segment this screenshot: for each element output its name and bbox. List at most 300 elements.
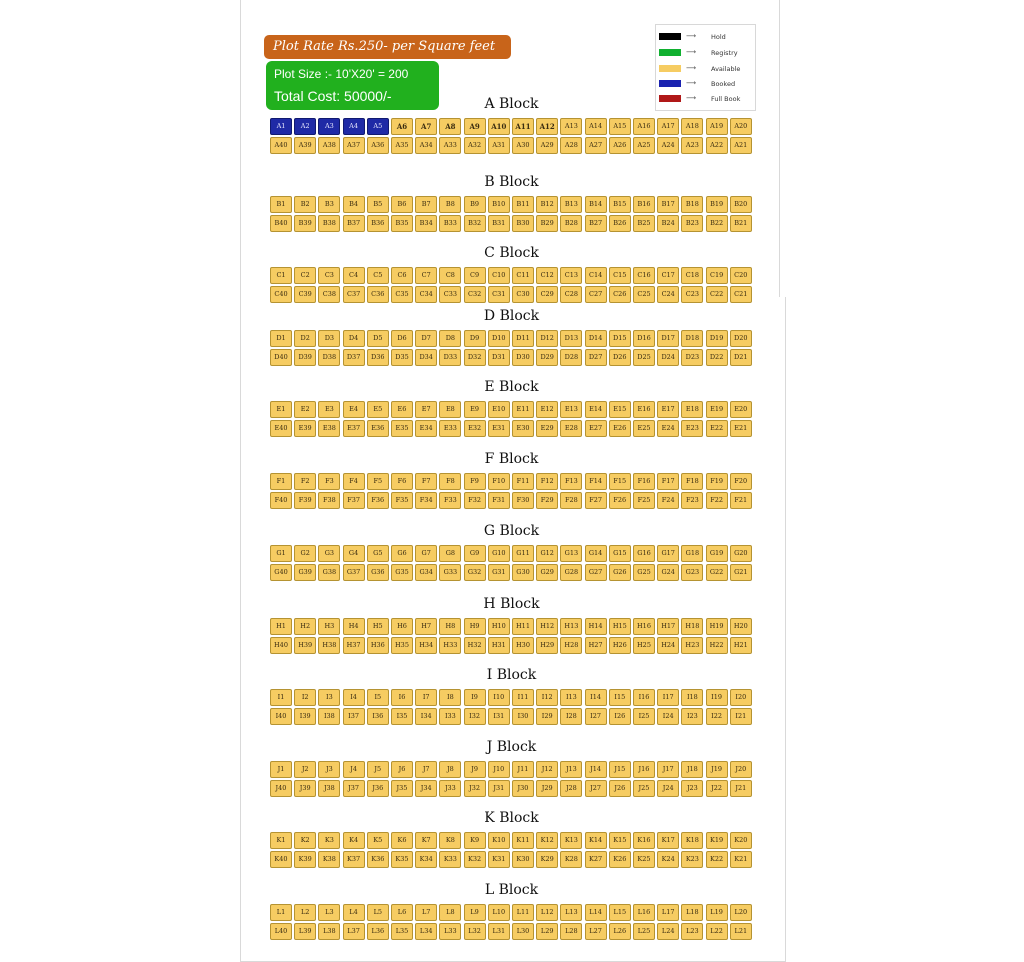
plot-cell-a26[interactable]: A26 (609, 137, 631, 154)
plot-cell-b14[interactable]: B14 (585, 196, 607, 213)
plot-cell-f34[interactable]: F34 (415, 492, 437, 509)
plot-cell-d22[interactable]: D22 (706, 349, 728, 366)
plot-cell-f39[interactable]: F39 (294, 492, 316, 509)
plot-cell-a4[interactable]: A4 (343, 118, 365, 135)
plot-cell-d7[interactable]: D7 (415, 330, 437, 347)
plot-cell-j29[interactable]: J29 (536, 780, 558, 797)
plot-cell-e5[interactable]: E5 (367, 401, 389, 418)
plot-cell-j3[interactable]: J3 (318, 761, 340, 778)
plot-cell-b39[interactable]: B39 (294, 215, 316, 232)
plot-cell-i29[interactable]: I29 (536, 708, 558, 725)
plot-cell-h35[interactable]: H35 (391, 637, 413, 654)
plot-cell-a21[interactable]: A21 (730, 137, 752, 154)
plot-cell-k39[interactable]: K39 (294, 851, 316, 868)
plot-cell-e6[interactable]: E6 (391, 401, 413, 418)
plot-cell-a14[interactable]: A14 (585, 118, 607, 135)
plot-cell-c36[interactable]: C36 (367, 286, 389, 303)
plot-cell-h4[interactable]: H4 (343, 618, 365, 635)
plot-cell-b1[interactable]: B1 (270, 196, 292, 213)
plot-cell-l24[interactable]: L24 (657, 923, 679, 940)
plot-cell-f17[interactable]: F17 (657, 473, 679, 490)
plot-cell-g27[interactable]: G27 (585, 564, 607, 581)
plot-cell-g1[interactable]: G1 (270, 545, 292, 562)
plot-cell-f36[interactable]: F36 (367, 492, 389, 509)
plot-cell-f12[interactable]: F12 (536, 473, 558, 490)
plot-cell-d6[interactable]: D6 (391, 330, 413, 347)
plot-cell-c40[interactable]: C40 (270, 286, 292, 303)
plot-cell-d12[interactable]: D12 (536, 330, 558, 347)
plot-cell-c4[interactable]: C4 (343, 267, 365, 284)
plot-cell-c33[interactable]: C33 (439, 286, 461, 303)
plot-cell-c30[interactable]: C30 (512, 286, 534, 303)
plot-cell-a2[interactable]: A2 (294, 118, 316, 135)
plot-cell-l14[interactable]: L14 (585, 904, 607, 921)
plot-cell-d17[interactable]: D17 (657, 330, 679, 347)
plot-cell-l1[interactable]: L1 (270, 904, 292, 921)
plot-cell-i39[interactable]: I39 (294, 708, 316, 725)
plot-cell-b31[interactable]: B31 (488, 215, 510, 232)
plot-cell-b15[interactable]: B15 (609, 196, 631, 213)
plot-cell-d3[interactable]: D3 (318, 330, 340, 347)
plot-cell-b17[interactable]: B17 (657, 196, 679, 213)
plot-cell-f8[interactable]: F8 (439, 473, 461, 490)
plot-cell-g13[interactable]: G13 (560, 545, 582, 562)
plot-cell-l31[interactable]: L31 (488, 923, 510, 940)
plot-cell-i22[interactable]: I22 (706, 708, 728, 725)
plot-cell-l22[interactable]: L22 (706, 923, 728, 940)
plot-cell-a1[interactable]: A1 (270, 118, 292, 135)
plot-cell-j10[interactable]: J10 (488, 761, 510, 778)
plot-cell-a29[interactable]: A29 (536, 137, 558, 154)
plot-cell-l16[interactable]: L16 (633, 904, 655, 921)
plot-cell-g23[interactable]: G23 (681, 564, 703, 581)
plot-cell-b26[interactable]: B26 (609, 215, 631, 232)
plot-cell-f26[interactable]: F26 (609, 492, 631, 509)
plot-cell-e22[interactable]: E22 (706, 420, 728, 437)
plot-cell-j15[interactable]: J15 (609, 761, 631, 778)
plot-cell-a16[interactable]: A16 (633, 118, 655, 135)
plot-cell-k18[interactable]: K18 (681, 832, 703, 849)
plot-cell-k30[interactable]: K30 (512, 851, 534, 868)
plot-cell-g16[interactable]: G16 (633, 545, 655, 562)
plot-cell-i31[interactable]: I31 (488, 708, 510, 725)
plot-cell-f2[interactable]: F2 (294, 473, 316, 490)
plot-cell-f19[interactable]: F19 (706, 473, 728, 490)
plot-cell-j32[interactable]: J32 (464, 780, 486, 797)
plot-cell-i8[interactable]: I8 (439, 689, 461, 706)
plot-cell-b5[interactable]: B5 (367, 196, 389, 213)
plot-cell-h20[interactable]: H20 (730, 618, 752, 635)
plot-cell-f16[interactable]: F16 (633, 473, 655, 490)
plot-cell-i23[interactable]: I23 (681, 708, 703, 725)
plot-cell-i12[interactable]: I12 (536, 689, 558, 706)
plot-cell-a13[interactable]: A13 (560, 118, 582, 135)
plot-cell-b33[interactable]: B33 (439, 215, 461, 232)
plot-cell-l21[interactable]: L21 (730, 923, 752, 940)
plot-cell-a30[interactable]: A30 (512, 137, 534, 154)
plot-cell-j2[interactable]: J2 (294, 761, 316, 778)
plot-cell-c24[interactable]: C24 (657, 286, 679, 303)
plot-cell-h19[interactable]: H19 (706, 618, 728, 635)
plot-cell-f40[interactable]: F40 (270, 492, 292, 509)
plot-cell-k28[interactable]: K28 (560, 851, 582, 868)
plot-cell-g4[interactable]: G4 (343, 545, 365, 562)
plot-cell-i6[interactable]: I6 (391, 689, 413, 706)
plot-cell-i26[interactable]: I26 (609, 708, 631, 725)
plot-cell-e2[interactable]: E2 (294, 401, 316, 418)
plot-cell-j20[interactable]: J20 (730, 761, 752, 778)
plot-cell-f20[interactable]: F20 (730, 473, 752, 490)
plot-cell-d9[interactable]: D9 (464, 330, 486, 347)
plot-cell-a33[interactable]: A33 (439, 137, 461, 154)
plot-cell-a17[interactable]: A17 (657, 118, 679, 135)
plot-cell-h10[interactable]: H10 (488, 618, 510, 635)
plot-cell-c23[interactable]: C23 (681, 286, 703, 303)
plot-cell-h8[interactable]: H8 (439, 618, 461, 635)
plot-cell-i9[interactable]: I9 (464, 689, 486, 706)
plot-cell-f30[interactable]: F30 (512, 492, 534, 509)
plot-cell-h38[interactable]: H38 (318, 637, 340, 654)
plot-cell-h21[interactable]: H21 (730, 637, 752, 654)
plot-cell-j23[interactable]: J23 (681, 780, 703, 797)
plot-cell-b24[interactable]: B24 (657, 215, 679, 232)
plot-cell-g40[interactable]: G40 (270, 564, 292, 581)
plot-cell-f28[interactable]: F28 (560, 492, 582, 509)
plot-cell-k25[interactable]: K25 (633, 851, 655, 868)
plot-cell-k35[interactable]: K35 (391, 851, 413, 868)
plot-cell-a31[interactable]: A31 (488, 137, 510, 154)
plot-cell-l10[interactable]: L10 (488, 904, 510, 921)
plot-cell-i27[interactable]: I27 (585, 708, 607, 725)
plot-cell-g10[interactable]: G10 (488, 545, 510, 562)
plot-cell-i1[interactable]: I1 (270, 689, 292, 706)
plot-cell-g6[interactable]: G6 (391, 545, 413, 562)
plot-cell-f32[interactable]: F32 (464, 492, 486, 509)
plot-cell-c20[interactable]: C20 (730, 267, 752, 284)
plot-cell-e1[interactable]: E1 (270, 401, 292, 418)
plot-cell-b2[interactable]: B2 (294, 196, 316, 213)
plot-cell-k24[interactable]: K24 (657, 851, 679, 868)
plot-cell-c31[interactable]: C31 (488, 286, 510, 303)
plot-cell-c8[interactable]: C8 (439, 267, 461, 284)
plot-cell-g33[interactable]: G33 (439, 564, 461, 581)
plot-cell-f33[interactable]: F33 (439, 492, 461, 509)
plot-cell-i5[interactable]: I5 (367, 689, 389, 706)
plot-cell-i4[interactable]: I4 (343, 689, 365, 706)
plot-cell-b40[interactable]: B40 (270, 215, 292, 232)
plot-cell-g29[interactable]: G29 (536, 564, 558, 581)
plot-cell-j24[interactable]: J24 (657, 780, 679, 797)
plot-cell-l3[interactable]: L3 (318, 904, 340, 921)
plot-cell-k37[interactable]: K37 (343, 851, 365, 868)
plot-cell-j39[interactable]: J39 (294, 780, 316, 797)
plot-cell-e23[interactable]: E23 (681, 420, 703, 437)
plot-cell-i14[interactable]: I14 (585, 689, 607, 706)
plot-cell-d28[interactable]: D28 (560, 349, 582, 366)
plot-cell-i32[interactable]: I32 (464, 708, 486, 725)
plot-cell-j5[interactable]: J5 (367, 761, 389, 778)
plot-cell-e3[interactable]: E3 (318, 401, 340, 418)
plot-cell-g36[interactable]: G36 (367, 564, 389, 581)
plot-cell-b13[interactable]: B13 (560, 196, 582, 213)
plot-cell-j19[interactable]: J19 (706, 761, 728, 778)
plot-cell-e36[interactable]: E36 (367, 420, 389, 437)
plot-cell-l38[interactable]: L38 (318, 923, 340, 940)
plot-cell-k31[interactable]: K31 (488, 851, 510, 868)
plot-cell-g5[interactable]: G5 (367, 545, 389, 562)
plot-cell-c37[interactable]: C37 (343, 286, 365, 303)
plot-cell-c14[interactable]: C14 (585, 267, 607, 284)
plot-cell-f10[interactable]: F10 (488, 473, 510, 490)
plot-cell-j26[interactable]: J26 (609, 780, 631, 797)
plot-cell-f13[interactable]: F13 (560, 473, 582, 490)
plot-cell-e4[interactable]: E4 (343, 401, 365, 418)
plot-cell-b28[interactable]: B28 (560, 215, 582, 232)
plot-cell-e33[interactable]: E33 (439, 420, 461, 437)
plot-cell-a3[interactable]: A3 (318, 118, 340, 135)
plot-cell-d23[interactable]: D23 (681, 349, 703, 366)
plot-cell-d35[interactable]: D35 (391, 349, 413, 366)
plot-cell-e24[interactable]: E24 (657, 420, 679, 437)
plot-cell-j31[interactable]: J31 (488, 780, 510, 797)
plot-cell-l35[interactable]: L35 (391, 923, 413, 940)
plot-cell-j16[interactable]: J16 (633, 761, 655, 778)
plot-cell-h16[interactable]: H16 (633, 618, 655, 635)
plot-cell-c34[interactable]: C34 (415, 286, 437, 303)
plot-cell-l30[interactable]: L30 (512, 923, 534, 940)
plot-cell-h25[interactable]: H25 (633, 637, 655, 654)
plot-cell-l9[interactable]: L9 (464, 904, 486, 921)
plot-cell-l40[interactable]: L40 (270, 923, 292, 940)
plot-cell-g25[interactable]: G25 (633, 564, 655, 581)
plot-cell-a24[interactable]: A24 (657, 137, 679, 154)
plot-cell-b35[interactable]: B35 (391, 215, 413, 232)
plot-cell-j4[interactable]: J4 (343, 761, 365, 778)
plot-cell-k1[interactable]: K1 (270, 832, 292, 849)
plot-cell-g7[interactable]: G7 (415, 545, 437, 562)
plot-cell-i34[interactable]: I34 (415, 708, 437, 725)
plot-cell-e12[interactable]: E12 (536, 401, 558, 418)
plot-cell-g12[interactable]: G12 (536, 545, 558, 562)
plot-cell-f21[interactable]: F21 (730, 492, 752, 509)
plot-cell-b29[interactable]: B29 (536, 215, 558, 232)
plot-cell-c12[interactable]: C12 (536, 267, 558, 284)
plot-cell-i13[interactable]: I13 (560, 689, 582, 706)
plot-cell-a38[interactable]: A38 (318, 137, 340, 154)
plot-cell-c38[interactable]: C38 (318, 286, 340, 303)
plot-cell-b22[interactable]: B22 (706, 215, 728, 232)
plot-cell-h6[interactable]: H6 (391, 618, 413, 635)
plot-cell-g26[interactable]: G26 (609, 564, 631, 581)
plot-cell-h32[interactable]: H32 (464, 637, 486, 654)
plot-cell-g21[interactable]: G21 (730, 564, 752, 581)
plot-cell-c1[interactable]: C1 (270, 267, 292, 284)
plot-cell-h11[interactable]: H11 (512, 618, 534, 635)
plot-cell-f35[interactable]: F35 (391, 492, 413, 509)
plot-cell-j21[interactable]: J21 (730, 780, 752, 797)
plot-cell-c15[interactable]: C15 (609, 267, 631, 284)
plot-cell-g2[interactable]: G2 (294, 545, 316, 562)
plot-cell-i28[interactable]: I28 (560, 708, 582, 725)
plot-cell-f24[interactable]: F24 (657, 492, 679, 509)
plot-cell-b30[interactable]: B30 (512, 215, 534, 232)
plot-cell-e14[interactable]: E14 (585, 401, 607, 418)
plot-cell-e17[interactable]: E17 (657, 401, 679, 418)
plot-cell-e30[interactable]: E30 (512, 420, 534, 437)
plot-cell-b12[interactable]: B12 (536, 196, 558, 213)
plot-cell-k6[interactable]: K6 (391, 832, 413, 849)
plot-cell-g3[interactable]: G3 (318, 545, 340, 562)
plot-cell-c22[interactable]: C22 (706, 286, 728, 303)
plot-cell-b7[interactable]: B7 (415, 196, 437, 213)
plot-cell-l37[interactable]: L37 (343, 923, 365, 940)
plot-cell-a8[interactable]: A8 (439, 118, 461, 135)
plot-cell-h3[interactable]: H3 (318, 618, 340, 635)
plot-cell-l2[interactable]: L2 (294, 904, 316, 921)
plot-cell-l7[interactable]: L7 (415, 904, 437, 921)
plot-cell-h37[interactable]: H37 (343, 637, 365, 654)
plot-cell-a12[interactable]: A12 (536, 118, 558, 135)
plot-cell-i10[interactable]: I10 (488, 689, 510, 706)
plot-cell-c17[interactable]: C17 (657, 267, 679, 284)
plot-cell-k17[interactable]: K17 (657, 832, 679, 849)
plot-cell-k7[interactable]: K7 (415, 832, 437, 849)
plot-cell-c29[interactable]: C29 (536, 286, 558, 303)
plot-cell-k11[interactable]: K11 (512, 832, 534, 849)
plot-cell-l17[interactable]: L17 (657, 904, 679, 921)
plot-cell-a32[interactable]: A32 (464, 137, 486, 154)
plot-cell-e18[interactable]: E18 (681, 401, 703, 418)
plot-cell-e15[interactable]: E15 (609, 401, 631, 418)
plot-cell-f6[interactable]: F6 (391, 473, 413, 490)
plot-cell-d29[interactable]: D29 (536, 349, 558, 366)
plot-cell-f23[interactable]: F23 (681, 492, 703, 509)
plot-cell-e32[interactable]: E32 (464, 420, 486, 437)
plot-cell-j30[interactable]: J30 (512, 780, 534, 797)
plot-cell-g8[interactable]: G8 (439, 545, 461, 562)
plot-cell-k4[interactable]: K4 (343, 832, 365, 849)
plot-cell-i38[interactable]: I38 (318, 708, 340, 725)
plot-cell-d20[interactable]: D20 (730, 330, 752, 347)
plot-cell-j37[interactable]: J37 (343, 780, 365, 797)
plot-cell-c35[interactable]: C35 (391, 286, 413, 303)
plot-cell-j40[interactable]: J40 (270, 780, 292, 797)
plot-cell-h12[interactable]: H12 (536, 618, 558, 635)
plot-cell-f31[interactable]: F31 (488, 492, 510, 509)
plot-cell-a27[interactable]: A27 (585, 137, 607, 154)
plot-cell-l19[interactable]: L19 (706, 904, 728, 921)
plot-cell-j6[interactable]: J6 (391, 761, 413, 778)
plot-cell-c16[interactable]: C16 (633, 267, 655, 284)
plot-cell-c2[interactable]: C2 (294, 267, 316, 284)
plot-cell-k5[interactable]: K5 (367, 832, 389, 849)
plot-cell-l39[interactable]: L39 (294, 923, 316, 940)
plot-cell-j18[interactable]: J18 (681, 761, 703, 778)
plot-cell-e40[interactable]: E40 (270, 420, 292, 437)
plot-cell-d13[interactable]: D13 (560, 330, 582, 347)
plot-cell-b37[interactable]: B37 (343, 215, 365, 232)
plot-cell-l25[interactable]: L25 (633, 923, 655, 940)
plot-cell-l36[interactable]: L36 (367, 923, 389, 940)
plot-cell-j7[interactable]: J7 (415, 761, 437, 778)
plot-cell-b6[interactable]: B6 (391, 196, 413, 213)
plot-cell-d31[interactable]: D31 (488, 349, 510, 366)
plot-cell-j27[interactable]: J27 (585, 780, 607, 797)
plot-cell-f22[interactable]: F22 (706, 492, 728, 509)
plot-cell-h14[interactable]: H14 (585, 618, 607, 635)
plot-cell-e37[interactable]: E37 (343, 420, 365, 437)
plot-cell-k8[interactable]: K8 (439, 832, 461, 849)
plot-cell-b20[interactable]: B20 (730, 196, 752, 213)
plot-cell-g15[interactable]: G15 (609, 545, 631, 562)
plot-cell-d36[interactable]: D36 (367, 349, 389, 366)
plot-cell-d5[interactable]: D5 (367, 330, 389, 347)
plot-cell-b21[interactable]: B21 (730, 215, 752, 232)
plot-cell-l20[interactable]: L20 (730, 904, 752, 921)
plot-cell-k40[interactable]: K40 (270, 851, 292, 868)
plot-cell-k22[interactable]: K22 (706, 851, 728, 868)
plot-cell-f37[interactable]: F37 (343, 492, 365, 509)
plot-cell-h9[interactable]: H9 (464, 618, 486, 635)
plot-cell-e8[interactable]: E8 (439, 401, 461, 418)
plot-cell-e11[interactable]: E11 (512, 401, 534, 418)
plot-cell-b16[interactable]: B16 (633, 196, 655, 213)
plot-cell-c26[interactable]: C26 (609, 286, 631, 303)
plot-cell-e25[interactable]: E25 (633, 420, 655, 437)
plot-cell-k23[interactable]: K23 (681, 851, 703, 868)
plot-cell-c27[interactable]: C27 (585, 286, 607, 303)
plot-cell-c18[interactable]: C18 (681, 267, 703, 284)
plot-cell-a10[interactable]: A10 (488, 118, 510, 135)
plot-cell-i40[interactable]: I40 (270, 708, 292, 725)
plot-cell-c10[interactable]: C10 (488, 267, 510, 284)
plot-cell-a9[interactable]: A9 (464, 118, 486, 135)
plot-cell-j8[interactable]: J8 (439, 761, 461, 778)
plot-cell-a25[interactable]: A25 (633, 137, 655, 154)
plot-cell-h7[interactable]: H7 (415, 618, 437, 635)
plot-cell-f7[interactable]: F7 (415, 473, 437, 490)
plot-cell-g14[interactable]: G14 (585, 545, 607, 562)
plot-cell-h28[interactable]: H28 (560, 637, 582, 654)
plot-cell-g37[interactable]: G37 (343, 564, 365, 581)
plot-cell-c19[interactable]: C19 (706, 267, 728, 284)
plot-cell-a20[interactable]: A20 (730, 118, 752, 135)
plot-cell-a19[interactable]: A19 (706, 118, 728, 135)
plot-cell-d1[interactable]: D1 (270, 330, 292, 347)
plot-cell-f29[interactable]: F29 (536, 492, 558, 509)
plot-cell-l18[interactable]: L18 (681, 904, 703, 921)
plot-cell-j11[interactable]: J11 (512, 761, 534, 778)
plot-cell-l5[interactable]: L5 (367, 904, 389, 921)
plot-cell-d10[interactable]: D10 (488, 330, 510, 347)
plot-cell-b25[interactable]: B25 (633, 215, 655, 232)
plot-cell-l11[interactable]: L11 (512, 904, 534, 921)
plot-cell-d8[interactable]: D8 (439, 330, 461, 347)
plot-cell-f27[interactable]: F27 (585, 492, 607, 509)
plot-cell-g32[interactable]: G32 (464, 564, 486, 581)
plot-cell-h2[interactable]: H2 (294, 618, 316, 635)
plot-cell-d39[interactable]: D39 (294, 349, 316, 366)
plot-cell-b23[interactable]: B23 (681, 215, 703, 232)
plot-cell-f4[interactable]: F4 (343, 473, 365, 490)
plot-cell-l23[interactable]: L23 (681, 923, 703, 940)
plot-cell-g30[interactable]: G30 (512, 564, 534, 581)
plot-cell-g24[interactable]: G24 (657, 564, 679, 581)
plot-cell-b38[interactable]: B38 (318, 215, 340, 232)
plot-cell-g34[interactable]: G34 (415, 564, 437, 581)
plot-cell-j36[interactable]: J36 (367, 780, 389, 797)
plot-cell-g31[interactable]: G31 (488, 564, 510, 581)
